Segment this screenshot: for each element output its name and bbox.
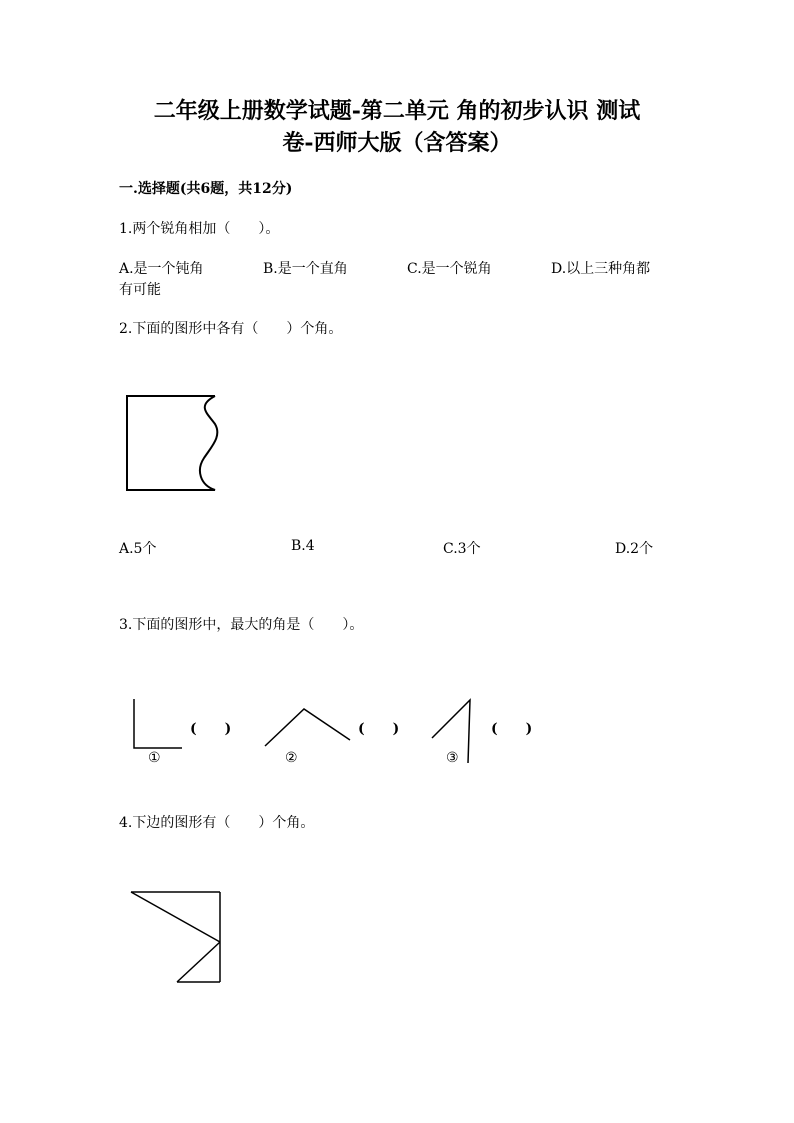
question-1-option-b[interactable]: B.是一个直角: [263, 261, 348, 277]
question-2-option-b[interactable]: B.4: [291, 538, 315, 554]
question-2-option-d[interactable]: D.2个: [615, 541, 654, 557]
question-3-label-1: ①: [148, 750, 161, 766]
page-title-line1: 二年级上册数学试题-第二单元 角的初步认识 测试: [153, 98, 641, 124]
question-3-label-2: ②: [285, 750, 298, 766]
question-2-stem: 2.下面的图形中各有（ ）个角。: [119, 321, 343, 337]
question-3-stem: 3.下面的图形中，最大的角是（ ）。: [119, 617, 364, 633]
question-3-label-3: ③: [446, 750, 459, 766]
question-1-option-a[interactable]: A.是一个钝角: [119, 261, 204, 277]
question-4-stem: 4.下边的图形有（ ）个角。: [119, 815, 315, 831]
page-title-line2: 卷-西师大版（含答案）: [282, 130, 512, 156]
question-1-option-d[interactable]: D.以上三种角都: [551, 261, 651, 277]
question-1-option-d-continued: 有可能: [119, 282, 161, 298]
question-1-stem: 1.两个锐角相加（ ）。: [119, 221, 280, 237]
section-heading: 一.选择题(共6题，共12分): [119, 181, 293, 197]
question-3-blank-3[interactable]: ( ): [491, 721, 533, 737]
question-1-option-c[interactable]: C.是一个锐角: [407, 261, 492, 277]
question-2-option-a[interactable]: A.5个: [119, 541, 157, 557]
question-3-blank-1[interactable]: ( ): [190, 721, 232, 737]
question-2-option-c[interactable]: C.3个: [443, 541, 481, 557]
question-3-blank-2[interactable]: ( ): [358, 721, 400, 737]
